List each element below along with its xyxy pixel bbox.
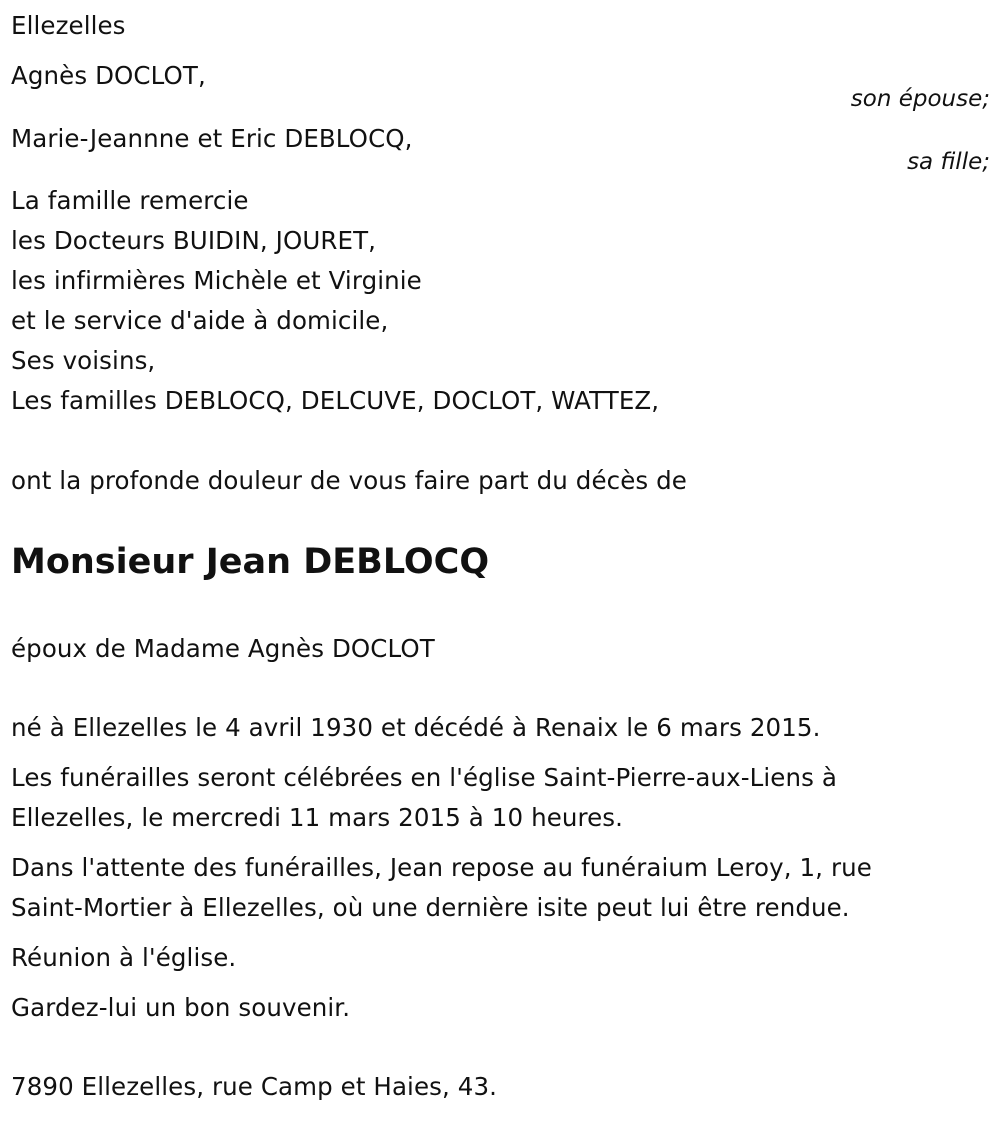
thanks-line: Les familles DEBLOCQ, DELCUVE, DOCLOT, WATTEZ, (11, 386, 660, 415)
mourner-daughter-name: Marie-Jeannne et Eric DEBLOCQ, (11, 124, 413, 153)
spouse-line: époux de Madame Agnès DOCLOT (11, 634, 435, 663)
thanks-line: Ses voisins, (11, 346, 156, 375)
repose-line: Dans l'attente des funérailles, Jean repose au funéraium Leroy, 1, rue (11, 853, 872, 882)
mourner-spouse-relation: son épouse; (850, 86, 990, 112)
address-line: 7890 Ellezelles, rue Camp et Haies, 43. (11, 1072, 498, 1101)
thanks-line: La famille remercie (11, 186, 249, 215)
thanks-line: et le service d'aide à domicile, (11, 306, 389, 335)
thanks-line: les Docteurs BUIDIN, JOURET, (11, 226, 377, 255)
announcement-text: ont la profonde douleur de vous faire part du décès de (11, 466, 687, 495)
funeral-line: Les funérailles seront célébrées en l'église Saint-Pierre-aux-Liens à (11, 763, 837, 792)
town-heading: Ellezelles (11, 11, 126, 40)
deceased-name: Monsieur Jean DEBLOCQ (11, 542, 490, 582)
thanks-line: les infirmières Michèle et Virginie (11, 266, 422, 295)
funeral-line: Ellezelles, le mercredi 11 mars 2015 à 10 heures. (11, 803, 624, 832)
birth-death-line: né à Ellezelles le 4 avril 1930 et décédé à Renaix le 6 mars 2015. (11, 713, 821, 742)
mourner-spouse-name: Agnès DOCLOT, (11, 61, 206, 90)
meeting-line: Réunion à l'église. (11, 943, 237, 972)
remembrance-line: Gardez-lui un bon souvenir. (11, 993, 351, 1022)
mourner-daughter-relation: sa fille; (907, 149, 990, 175)
repose-line: Saint-Mortier à Ellezelles, où une dernière isite peut lui être rendue. (11, 893, 850, 922)
